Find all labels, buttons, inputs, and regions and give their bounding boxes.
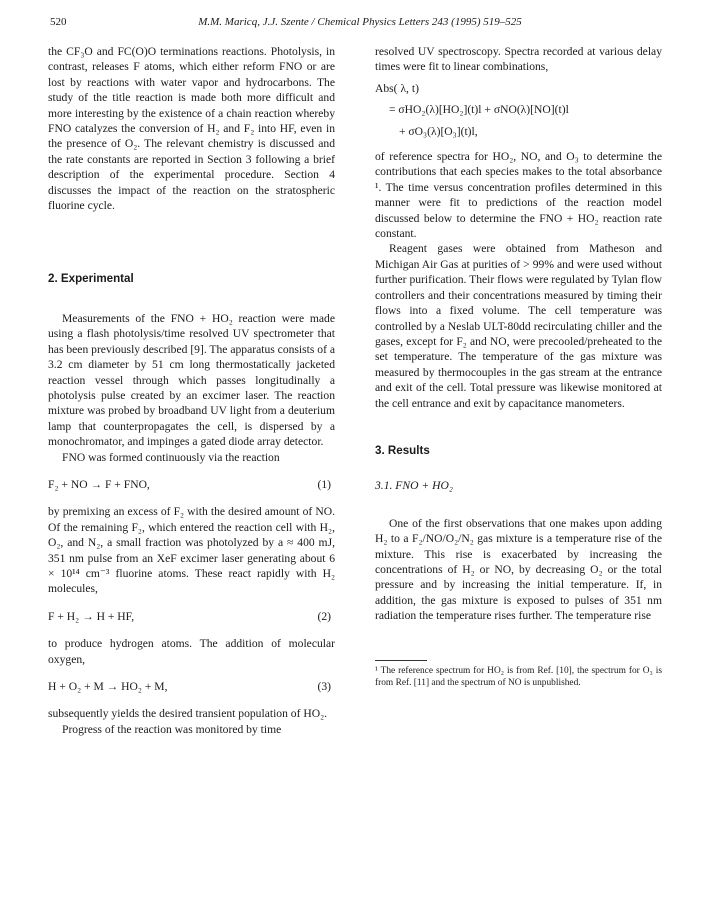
section-heading-results: 3. Results xyxy=(375,443,430,457)
paragraph: One of the first observations that one makes upon adding H₂ to a F₂/NO/O₂/N₂ gas mixture is a temperature rise of the mixture. This rise is exacerbated by increasing the concentrations of H₂ or NO, by decreasing O₂ or the total pressure and by increasing the initial temperature. If, in addition, the gas mixture is exposed to pulses of 351 nm radiation the temperature rises further. The temperature rise xyxy=(375,516,662,623)
page-number: 520 xyxy=(50,16,67,28)
paragraph: the CF₃O and FC(O)O terminations reactions. Photolysis, in contrast, releases F atoms, which either reform FNO or are lost by reactions with water vapor and hydrocarbons. The study of the title reaction is made both more difficult and more interesting by the existence of a chain reaction whereby FNO catalyzes the conversion of H₂ and F₂ into HF, even in the presence of O₂. The relevant chemistry is discussed and the rate constants are reported in Section 3 following a brief description of the experimental procedure. Section 4 discusses the impact of the reaction on the stratospheric fluorine cycle. xyxy=(48,45,335,213)
paragraph: Reagent gases were obtained from Matheson and Michigan Air Gas at purities of > 99% and were used without further purification. Their flows were regulated by Tylan flow controllers and their concentrations measured by timing their flows into a fixed volume. The cell temperature was controlled by a Neslab ULT-80dd recirculating chiller and the gases, except for F₂ and NO, were precooled/preheated to the set temperature. The temperature of the gas mixture was measured by thermocouples in the gas stream at the entrance and exit of the cell. Total pressure was likewise monitored at the cell entrance and exit by capacitance manometers. xyxy=(375,242,662,410)
paragraph: by premixing an excess of F₂ with the desired amount of NO. Of the remaining F₂, which entered the reaction cell with H₂, O₂, and N₂, a small fraction was photolyzed by a ≈ 400 mJ, 351 nm pulse from an XeF excimer laser generating about 6 × 10¹⁴ cm⁻³ fluorine atoms. These react rapidly with H₂ molecules, xyxy=(48,505,335,596)
page-header xyxy=(50,12,670,32)
equation-1 xyxy=(48,477,335,492)
subsection-heading: 3.1. FNO + HO₂ xyxy=(375,479,453,493)
equation-line: + σO₃(λ)[O₃](t)l, xyxy=(399,124,478,138)
paragraph: Progress of the reaction was monitored by time xyxy=(62,722,282,736)
equation-line: Abs( λ, t) xyxy=(375,81,419,95)
equation-number: (2) xyxy=(317,609,331,623)
equation-number: (3) xyxy=(317,680,331,693)
footnote: ¹ The reference spectrum for HO₂ is from Ref. [10], the spectrum for O₃ is from Ref. [11] and the spectrum of NO is unpublished. xyxy=(375,665,662,689)
equation-text: F + H₂ → H + HF, xyxy=(48,609,135,623)
paragraph: FNO was formed continuously via the reaction xyxy=(62,450,280,464)
left-column xyxy=(48,44,335,737)
section-heading-experimental: 2. Experimental xyxy=(48,272,134,286)
equation-text: F₂ + NO → F + FNO, xyxy=(48,477,150,491)
footnote-rule xyxy=(375,660,427,661)
equation-text: H + O₂ + M → HO₂ + M, xyxy=(48,680,168,693)
equation-3 xyxy=(48,679,335,694)
paragraph: of reference spectra for HO₂, NO, and O₃ to determine the contributions that each species makes to the total absorbance ¹. The time versus concentration profiles determined in this manner were fit to predictions of the reaction model discussed below to determine the FNO + HO₂ reaction rate constant. xyxy=(375,150,662,241)
right-column xyxy=(375,44,662,690)
absorbance-equation xyxy=(375,81,662,139)
running-title: M.M. Maricq, J.J. Szente / Chemical Physics Letters 243 (1995) 519–525 xyxy=(198,16,522,28)
paragraph: subsequently yields the desired transient population of HO₂. xyxy=(48,707,328,721)
paragraph: to produce hydrogen atoms. The addition of molecular oxygen, xyxy=(48,637,335,666)
equation-2 xyxy=(48,609,335,624)
paragraph: Measurements of the FNO + HO₂ reaction were made using a flash photolysis/time resolved UV spectrometer that has been previously described [9]. The apparatus consists of a 3.2 cm diameter by 51 cm long thermostatically jacketed reaction vessel through which passes longitudinally a photolysis pulse created by an excimer laser. The reaction mixture was probed by broadband UV light from a deuterium lamp that counterpropagates the cell, is dispersed by a monochromator, and impinges a gated diode array detector. xyxy=(48,311,335,449)
paragraph: resolved UV spectroscopy. Spectra recorded at various delay times were fit to linear combinations, xyxy=(375,45,662,74)
equation-number: (1) xyxy=(317,477,331,491)
equation-line: = σHO₂(λ)[HO₂](t)l + σNO(λ)[NO](t)l xyxy=(389,103,569,117)
